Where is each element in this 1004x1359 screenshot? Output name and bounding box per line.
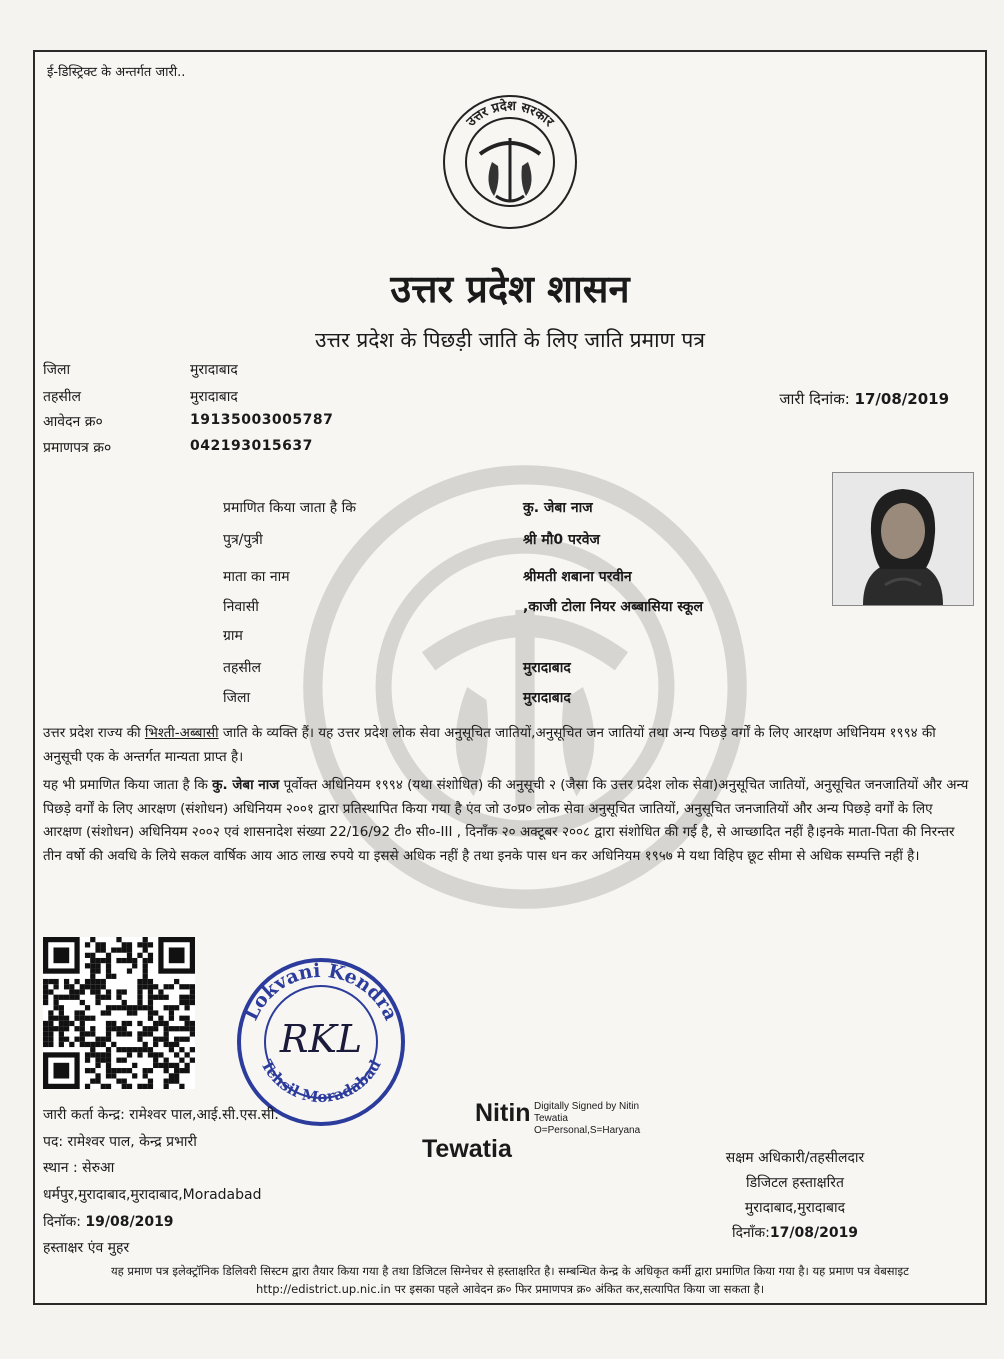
field-value-tehsil: मुरादाबाद bbox=[523, 660, 571, 676]
field-value-resident: ,काजी टोला नियर अब्बासिया स्कूल bbox=[523, 599, 704, 615]
signer-first-name: Nitin bbox=[475, 1099, 531, 1127]
authority-title: सक्षम अधिकारी/तहसीलदार bbox=[725, 1150, 865, 1166]
p2-prefix: यह भी प्रमाणित किया जाता है कि bbox=[43, 777, 213, 793]
field-label-certified: प्रमाणित किया जाता है कि bbox=[223, 500, 357, 516]
authority-date-value: 17/08/2019 bbox=[769, 1225, 859, 1241]
tehsil-value: मुरादाबाद bbox=[190, 389, 238, 405]
district-label: जिला bbox=[43, 362, 71, 378]
certificate-subtitle: उत्तर प्रदेश के पिछड़ी जाति के लिए जाति प्रमाण पत्र bbox=[315, 328, 705, 352]
field-value-father: श्री मौ0 परवेज bbox=[523, 532, 600, 548]
svg-text:उत्तर प्रदेश सरकार: उत्तर प्रदेश सरकार bbox=[463, 98, 557, 130]
field-label-tehsil: तहसील bbox=[223, 660, 261, 676]
application-number-label: आवेदन क्र० bbox=[43, 414, 103, 430]
svg-text:Lokvani Kendra: Lokvani Kendra bbox=[240, 959, 402, 1024]
issuer-date bbox=[43, 1212, 174, 1231]
field-value-name: कु. जेबा नाज bbox=[523, 500, 593, 516]
sig-meta-line-1: Digitally Signed by Nitin bbox=[534, 1101, 640, 1112]
up-state-emblem-icon bbox=[440, 92, 580, 232]
issuer-date-value: 19/08/2019 bbox=[85, 1214, 174, 1230]
certificate-number-value: 042193015637 bbox=[190, 438, 313, 454]
svg-text:RKL: RKL bbox=[279, 1017, 363, 1061]
authority-place: मुरादाबाद,मुरादाबाद bbox=[744, 1200, 846, 1216]
application-number-value: 19135003005787 bbox=[190, 412, 334, 428]
tehsil-label: तहसील bbox=[43, 389, 81, 405]
issuer-place: स्थान : सेरुआ bbox=[43, 1160, 115, 1176]
field-value-mother: श्रीमती शबाना परवीन bbox=[523, 569, 632, 585]
field-label-resident: निवासी bbox=[223, 599, 259, 615]
issuer-sign-label: हस्ताक्षर एंव मुहर bbox=[43, 1240, 130, 1256]
p1-rest: जाति के व्यक्ति हैं। यह उत्तर प्रदेश लोक सेवा अनुसूचित जातियों,अनुसूचित जन जातियों तथा अन्य पिछड़े वर्गों के लिए आरक्षण अधिनियम १९९४ की अनुसूची एक के अन्तर्गत मान्यता प्राप्त है। bbox=[43, 725, 936, 765]
certificate-page bbox=[33, 50, 987, 1305]
svg-text:Tehsil Moradabad: Tehsil Moradabad bbox=[257, 1056, 385, 1107]
authority-date-label: दिनाँक: bbox=[731, 1225, 770, 1241]
issue-date bbox=[779, 389, 949, 409]
authority-date bbox=[675, 1223, 915, 1242]
body-paragraph-2 bbox=[43, 774, 973, 869]
applicant-photo bbox=[832, 472, 974, 606]
top-note: ई-डिस्ट्रिक्ट के अन्तर्गत जारी.. bbox=[47, 65, 186, 80]
body-paragraph-1 bbox=[43, 722, 973, 769]
issuer-post: पद: रामेश्वर पाल, केन्द्र प्रभारी bbox=[43, 1134, 197, 1150]
field-label-mother: माता का नाम bbox=[223, 569, 290, 585]
sig-meta-line-3: O=Personal,S=Haryana bbox=[534, 1125, 641, 1136]
issuer-date-label: दिनॉक: bbox=[43, 1214, 81, 1230]
district-value: मुरादाबाद bbox=[190, 362, 238, 378]
p1-prefix: उत्तर प्रदेश राज्य की bbox=[43, 725, 145, 741]
authority-digital: डिजिटल हस्ताक्षरित bbox=[746, 1175, 844, 1191]
page-title: उत्तर प्रदेश शासन bbox=[390, 267, 630, 311]
sig-meta-line-2: Tewatia bbox=[534, 1113, 568, 1124]
field-label-district: जिला bbox=[223, 690, 251, 706]
issuer-center: जारी कर्ता केन्द्र: रामेश्वर पाल,आई.सी.एस.सी. bbox=[43, 1107, 279, 1123]
field-value-district: मुरादाबाद bbox=[523, 690, 571, 706]
qr-code bbox=[43, 937, 195, 1089]
issuer-address: धर्मपुर,मुरादाबाद,मुरादाबाद,Moradabad bbox=[43, 1187, 262, 1203]
digital-signature-meta bbox=[534, 1101, 694, 1137]
signer-last-name: Tewatia bbox=[422, 1135, 512, 1163]
footer-note: यह प्रमाण पत्र इलेक्ट्रॉनिक डिलिवरी सिस्टम द्वारा तैयार किया गया है तथा डिजिटल सिग्नेचर से हस्ताक्षरित है। सम्बन्धित केन्द्र के अधिकृत कर्मी द्वारा प्रमाणित किया गया है। यह प्रमाण पत्र वेबसाइट http://edistrict.up.nic.in पर इसका पहले आवेदन क्र० फिर प्रमाणपत्र क्र० अंकित कर,सत्यापित किया जा सकता है। bbox=[111, 1264, 909, 1296]
field-label-parent: पुत्र/पुत्री bbox=[223, 532, 263, 548]
p2-rest: पूर्वोक्त अधिनियम १९९४ (यथा संशोधित) की अनुसूची २ (जैसा कि उत्तर प्रदेश लोक सेवा)अनुसूचित जातियों, अनुसूचित जनजातियों और अन्य पिछड़े वर्गों के लिए आरक्षण (संशोधन) अधिनियम २००१ द्वारा प्रतिस्थापित किया गया है एंव जो उ०प्र० लोक सेवा अनुसूचित जातियों, अनुसूचित जनजातियों और अन्य पिछड़े वर्गों के लिए आरक्षण (संशोधन) अधिनियम २००२ एवं शासनादेश संख्या 22/16/92 टी० सी०-III , दिनाँक २० अक्टूबर २००८ द्वारा संशोधित की गई है, से आच्छादित नहीं है।इनके माता-पिता की निरन्तर तीन वर्षो की अवधि के लिये सकल वार्षिक आय आठ लाख रुपये या इससे अधिक नहीं है तथा इनके पास धन कर अधिनियम १९५७ मे यथा विहिप छूट सीमा से अधिक सम्पत्ति नहीं है। bbox=[43, 777, 969, 865]
issue-date-value: 17/08/2019 bbox=[854, 390, 949, 408]
caste-name: भिश्ती-अब्बासी bbox=[144, 725, 219, 741]
certificate-number-label: प्रमाणपत्र क्र० bbox=[43, 440, 112, 456]
p2-applicant-name: कु. जेबा नाज bbox=[212, 777, 280, 793]
field-label-village: ग्राम bbox=[223, 628, 243, 644]
issue-date-label: जारी दिनांक: bbox=[779, 390, 850, 408]
